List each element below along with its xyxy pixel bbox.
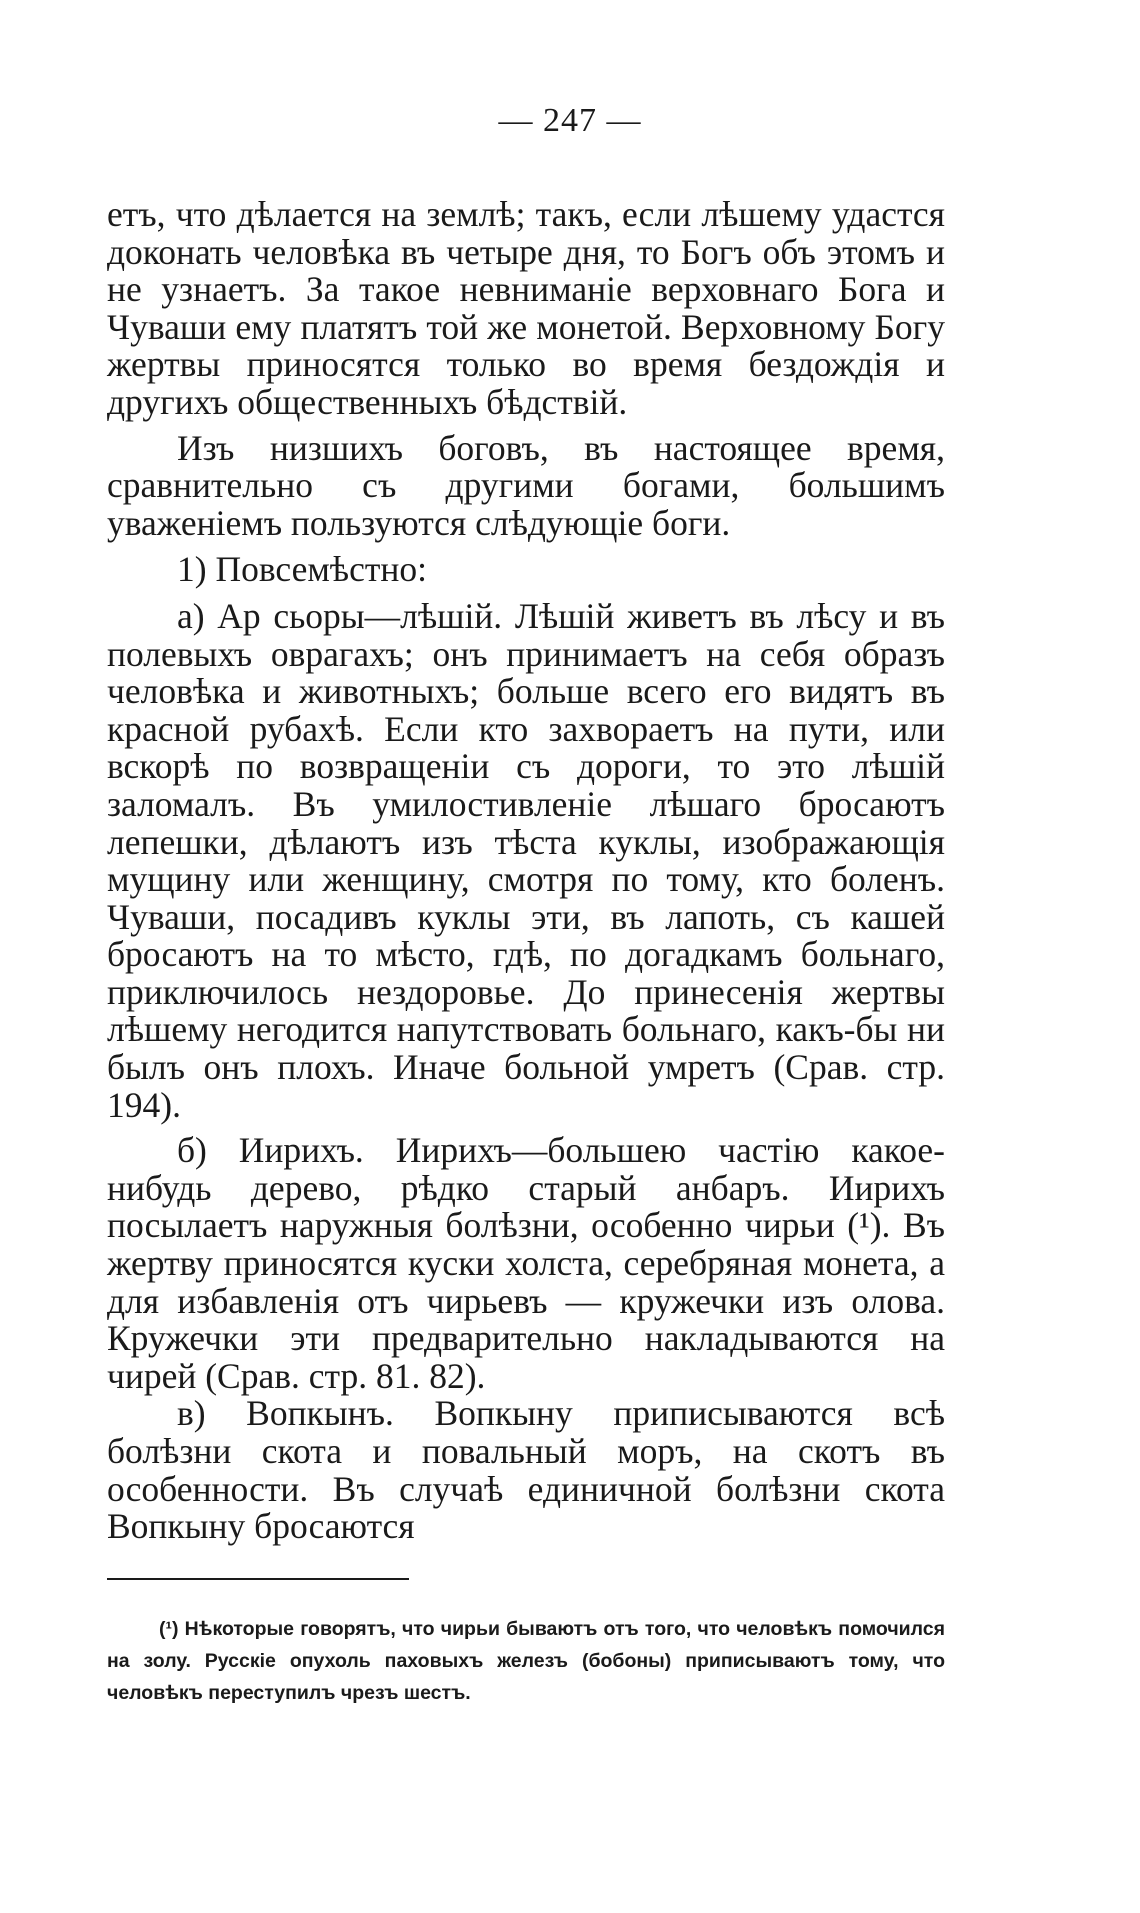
- body-text: [107, 196, 945, 1546]
- page-number: — 247 —: [498, 102, 642, 139]
- paragraph-continuation: етъ, что дѣлается на землѣ; такъ, если лѣшему удастся доконать человѣка въ четыре дня, то Богъ объ этомъ и не узнаетъ. За такое невниманіе верховнаго Бога и Чуваши ему платятъ той же монетой. Верховному Богу жертвы приносятся только во время бездождія и другихъ общественныхъ бѣдствій.: [107, 194, 945, 422]
- footnote-divider: [107, 1578, 409, 1580]
- paragraph-vopkyn: в) Вопкынъ. Вопкыну приписываются всѣ болѣзни скота и повальный моръ, на скотъ въ особенности. Въ случаѣ единичной болѣзни скота Вопкыну бросаются: [107, 1393, 945, 1547]
- section-heading-everywhere: 1) Повсемѣстно:: [177, 549, 427, 590]
- footnote: (¹) Нѣкоторые говорятъ, что чирьи бываютъ отъ того, что человѣкъ помочился на золу. Русскіе опухоль паховыхъ железъ (бобоны) приписываютъ тому, что человѣкъ переступилъ чрезъ шестъ.: [107, 1618, 945, 1704]
- paragraph-lower-gods: Изъ низшихъ боговъ, въ настоящее время, сравнительно съ другими богами, большимъ уваженіемъ пользуются слѣдующіе боги.: [107, 427, 945, 543]
- paragraph-iirikh: б) Иирихъ. Иирихъ—большею частію какое-нибудь дерево, рѣдко старый анбаръ. Иирихъ посылаетъ наружныя болѣзни, особенно чирьи (¹). Въ жертву приносятся куски холста, серебряная монета, а для избавленія отъ чирьевъ — кружечки изъ олова. Кружечки эти предварительно накладываются на чирей (Срав. стр. 81. 82).: [107, 1130, 945, 1396]
- paragraph-ar-syory: а) Ар сьоры—лѣшій. Лѣшій живетъ въ лѣсу и въ полевыхъ оврагахъ; онъ принимаетъ на себя образъ человѣка и животныхъ; больше всего его видятъ въ красной рубахѣ. Если кто захвораетъ на пути, или вскорѣ по возвращеніи съ дороги, то это лѣшій заломалъ. Въ умилостивленіе лѣшаго бросаютъ лепешки, дѣлаютъ изъ тѣста куклы, изображающія мущину или женщину, смотря по тому, кто боленъ. Чуваши, посадивъ куклы эти, въ лапоть, съ кашей бросаютъ на то мѣсто, гдѣ, по догадкамъ больнаго, приключилось нездоровье. До принесенія жертвы лѣшему негодится напутствовать больнаго, какъ-бы ни былъ онъ плохъ. Иначе больной умретъ (Срав. стр. 194).: [107, 595, 945, 1125]
